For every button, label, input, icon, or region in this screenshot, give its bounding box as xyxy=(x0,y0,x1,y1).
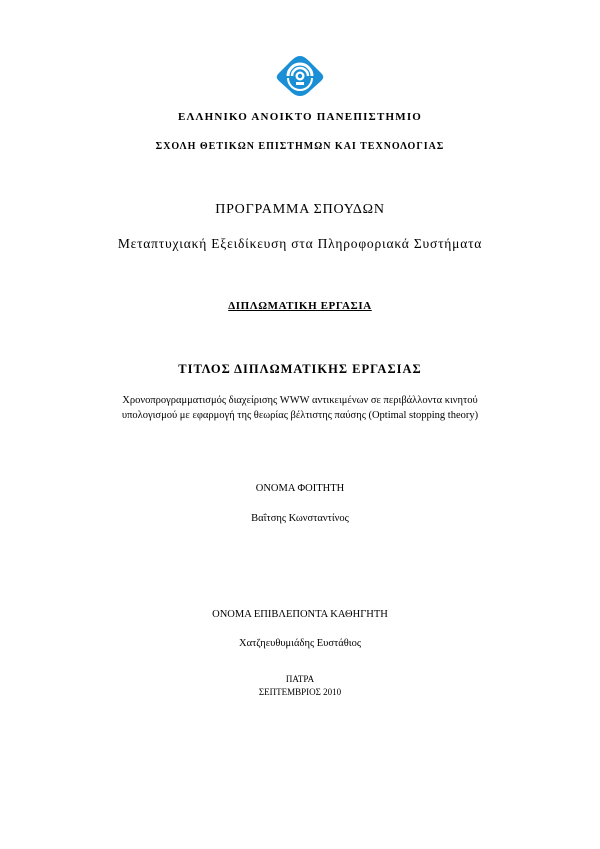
program-label: ΠΡΟΓΡΑΜΜΑ ΣΠΟΥΔΩΝ xyxy=(215,202,385,217)
thesis-title-heading: ΤΙΤΛΟΣ ΔΙΠΛΩΜΑΤΙΚΗΣ ΕΡΓΑΣΙΑΣ xyxy=(178,362,422,376)
thesis-title-line-2: υπολογισμού με εφαρμογή της θεωρίας βέλτιστης παύσης (Optimal stopping theory) xyxy=(121,410,479,421)
thesis-title-line-1: Χρονοπρογραμματισμός διαχείρισης WWW αντικειμένων σε περιβάλλοντα κινητού xyxy=(122,395,478,406)
school-name: ΣΧΟΛΗ ΘΕΤΙΚΩΝ ΕΠΙΣΤΗΜΩΝ ΚΑΙ ΤΕΧΝΟΛΟΓΙΑΣ xyxy=(155,141,445,152)
student-label: ΟΝΟΜΑ ΦΟΙΤΗΤΗ xyxy=(255,483,345,494)
date: ΣΕΠΤΕΜΒΡΙΟΣ 2010 xyxy=(258,687,342,697)
thesis-label: ΔΙΠΛΩΜΑΤΙΚΗ ΕΡΓΑΣΙΑ xyxy=(228,300,372,312)
supervisor-name: Χατζηευθυμιάδης Ευστάθιος xyxy=(238,638,361,649)
student-name: Βαΐτσης Κωνσταντίνος xyxy=(251,513,349,524)
university-name: ΕΛΛΗΝΙΚΟ ΑΝΟΙΚΤΟ ΠΑΝΕΠΙΣΤΗΜΙΟ xyxy=(177,111,423,123)
university-logo-icon xyxy=(274,55,326,97)
program-name: Μεταπτυχιακή Εξειδίκευση στα Πληροφοριακά Συστήματα xyxy=(117,236,483,251)
supervisor-label: ΟΝΟΜΑ ΕΠΙΒΛΕΠΟΝΤΑ ΚΑΘΗΓΗΤΗ xyxy=(212,609,388,620)
city: ΠΑΤΡΑ xyxy=(285,674,315,684)
